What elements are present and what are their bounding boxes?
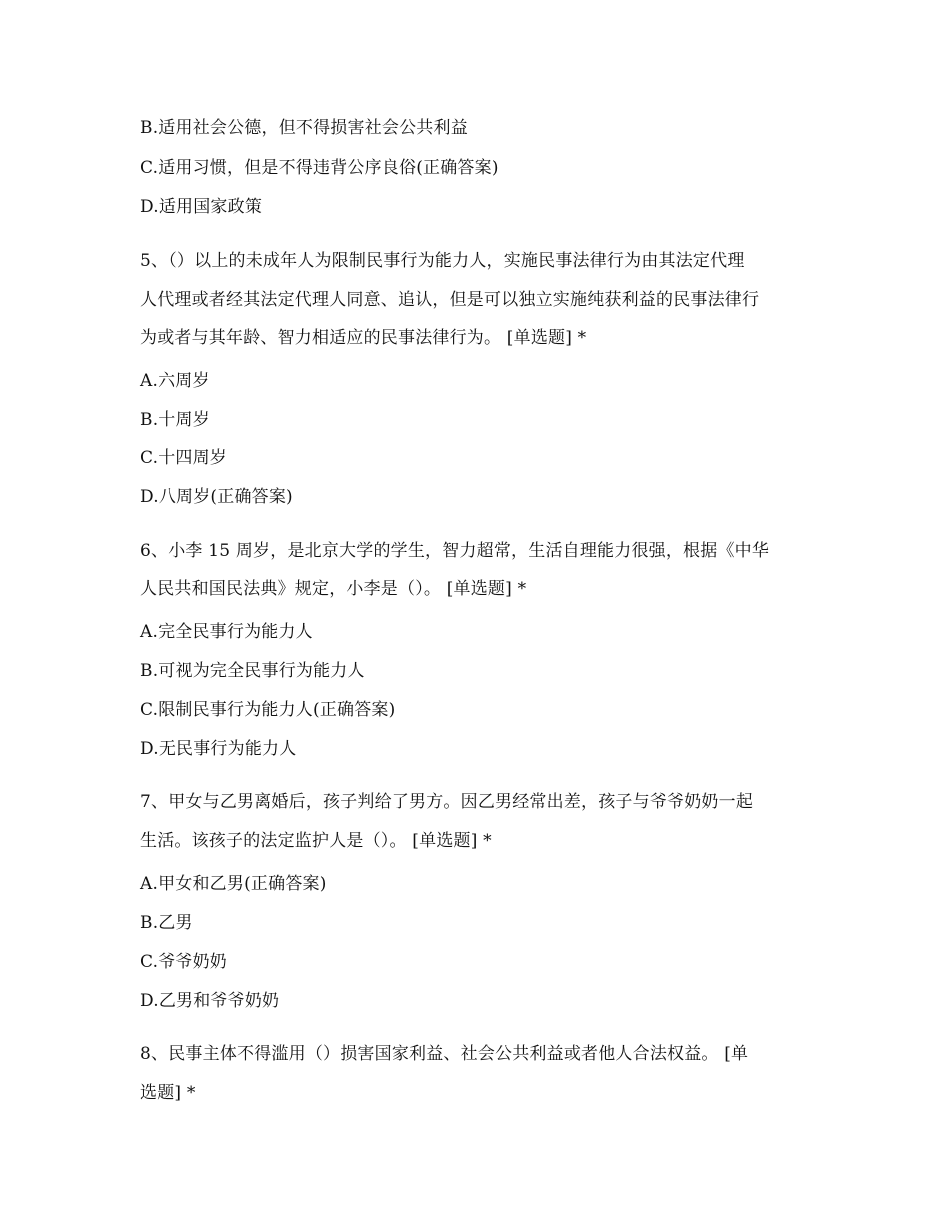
question-6-option-c: C.限制民事行为能力人(正确答案) xyxy=(140,700,396,720)
question-5-text-line: 人代理或者经其法定代理人同意、追认，但是可以独立实施纯获利益的民事法律行 xyxy=(140,290,760,310)
question-7-text-line: 生活。该孩子的法定监护人是（）。 [单选题] * xyxy=(140,831,492,851)
question-7-option-c: C.爷爷奶奶 xyxy=(140,952,228,972)
question-6-option-d: D.无民事行为能力人 xyxy=(140,739,297,759)
question-6-option-b: B.可视为完全民事行为能力人 xyxy=(140,661,365,681)
question-5-option-a: A.六周岁 xyxy=(140,371,210,391)
question-5-text-line: 为或者与其年龄、智力相适应的民事法律行为。 [单选题] * xyxy=(140,328,587,348)
question-5-option-c: C.十四周岁 xyxy=(140,448,228,468)
question-5-text-line: 5、（）以上的未成年人为限制民事行为能力人，实施民事法律行为由其法定代理 xyxy=(140,251,745,271)
question-8-text-line: 8、民事主体不得滥用（）损害国家利益、社会公共利益或者他人合法权益。 [单 xyxy=(140,1044,749,1064)
question-7-option-d: D.乙男和爷爷奶奶 xyxy=(140,991,280,1011)
option-c: C.适用习惯，但是不得违背公序良俗(正确答案) xyxy=(140,158,499,178)
question-5-option-d: D.八周岁(正确答案) xyxy=(140,487,293,507)
question-7-text-line: 7、甲女与乙男离婚后，孩子判给了男方。因乙男经常出差，孩子与爷爷奶奶一起 xyxy=(140,792,754,812)
question-7-option-a: A.甲女和乙男(正确答案) xyxy=(140,874,327,894)
option-d: D.适用国家政策 xyxy=(140,197,263,217)
question-6-text-line: 6、小李 15 周岁，是北京大学的学生，智力超常，生活自理能力很强，根据《中华 xyxy=(140,541,770,561)
question-5-option-b: B.十周岁 xyxy=(140,410,210,430)
question-7-option-b: B.乙男 xyxy=(140,913,193,933)
question-6-option-a: A.完全民事行为能力人 xyxy=(140,622,313,642)
question-8-text-line: 选题] * xyxy=(140,1083,196,1103)
option-b: B.适用社会公德，但不得损害社会公共利益 xyxy=(140,118,468,138)
question-6-text-line: 人民共和国民法典》规定，小李是（）。 [单选题] * xyxy=(140,579,527,599)
